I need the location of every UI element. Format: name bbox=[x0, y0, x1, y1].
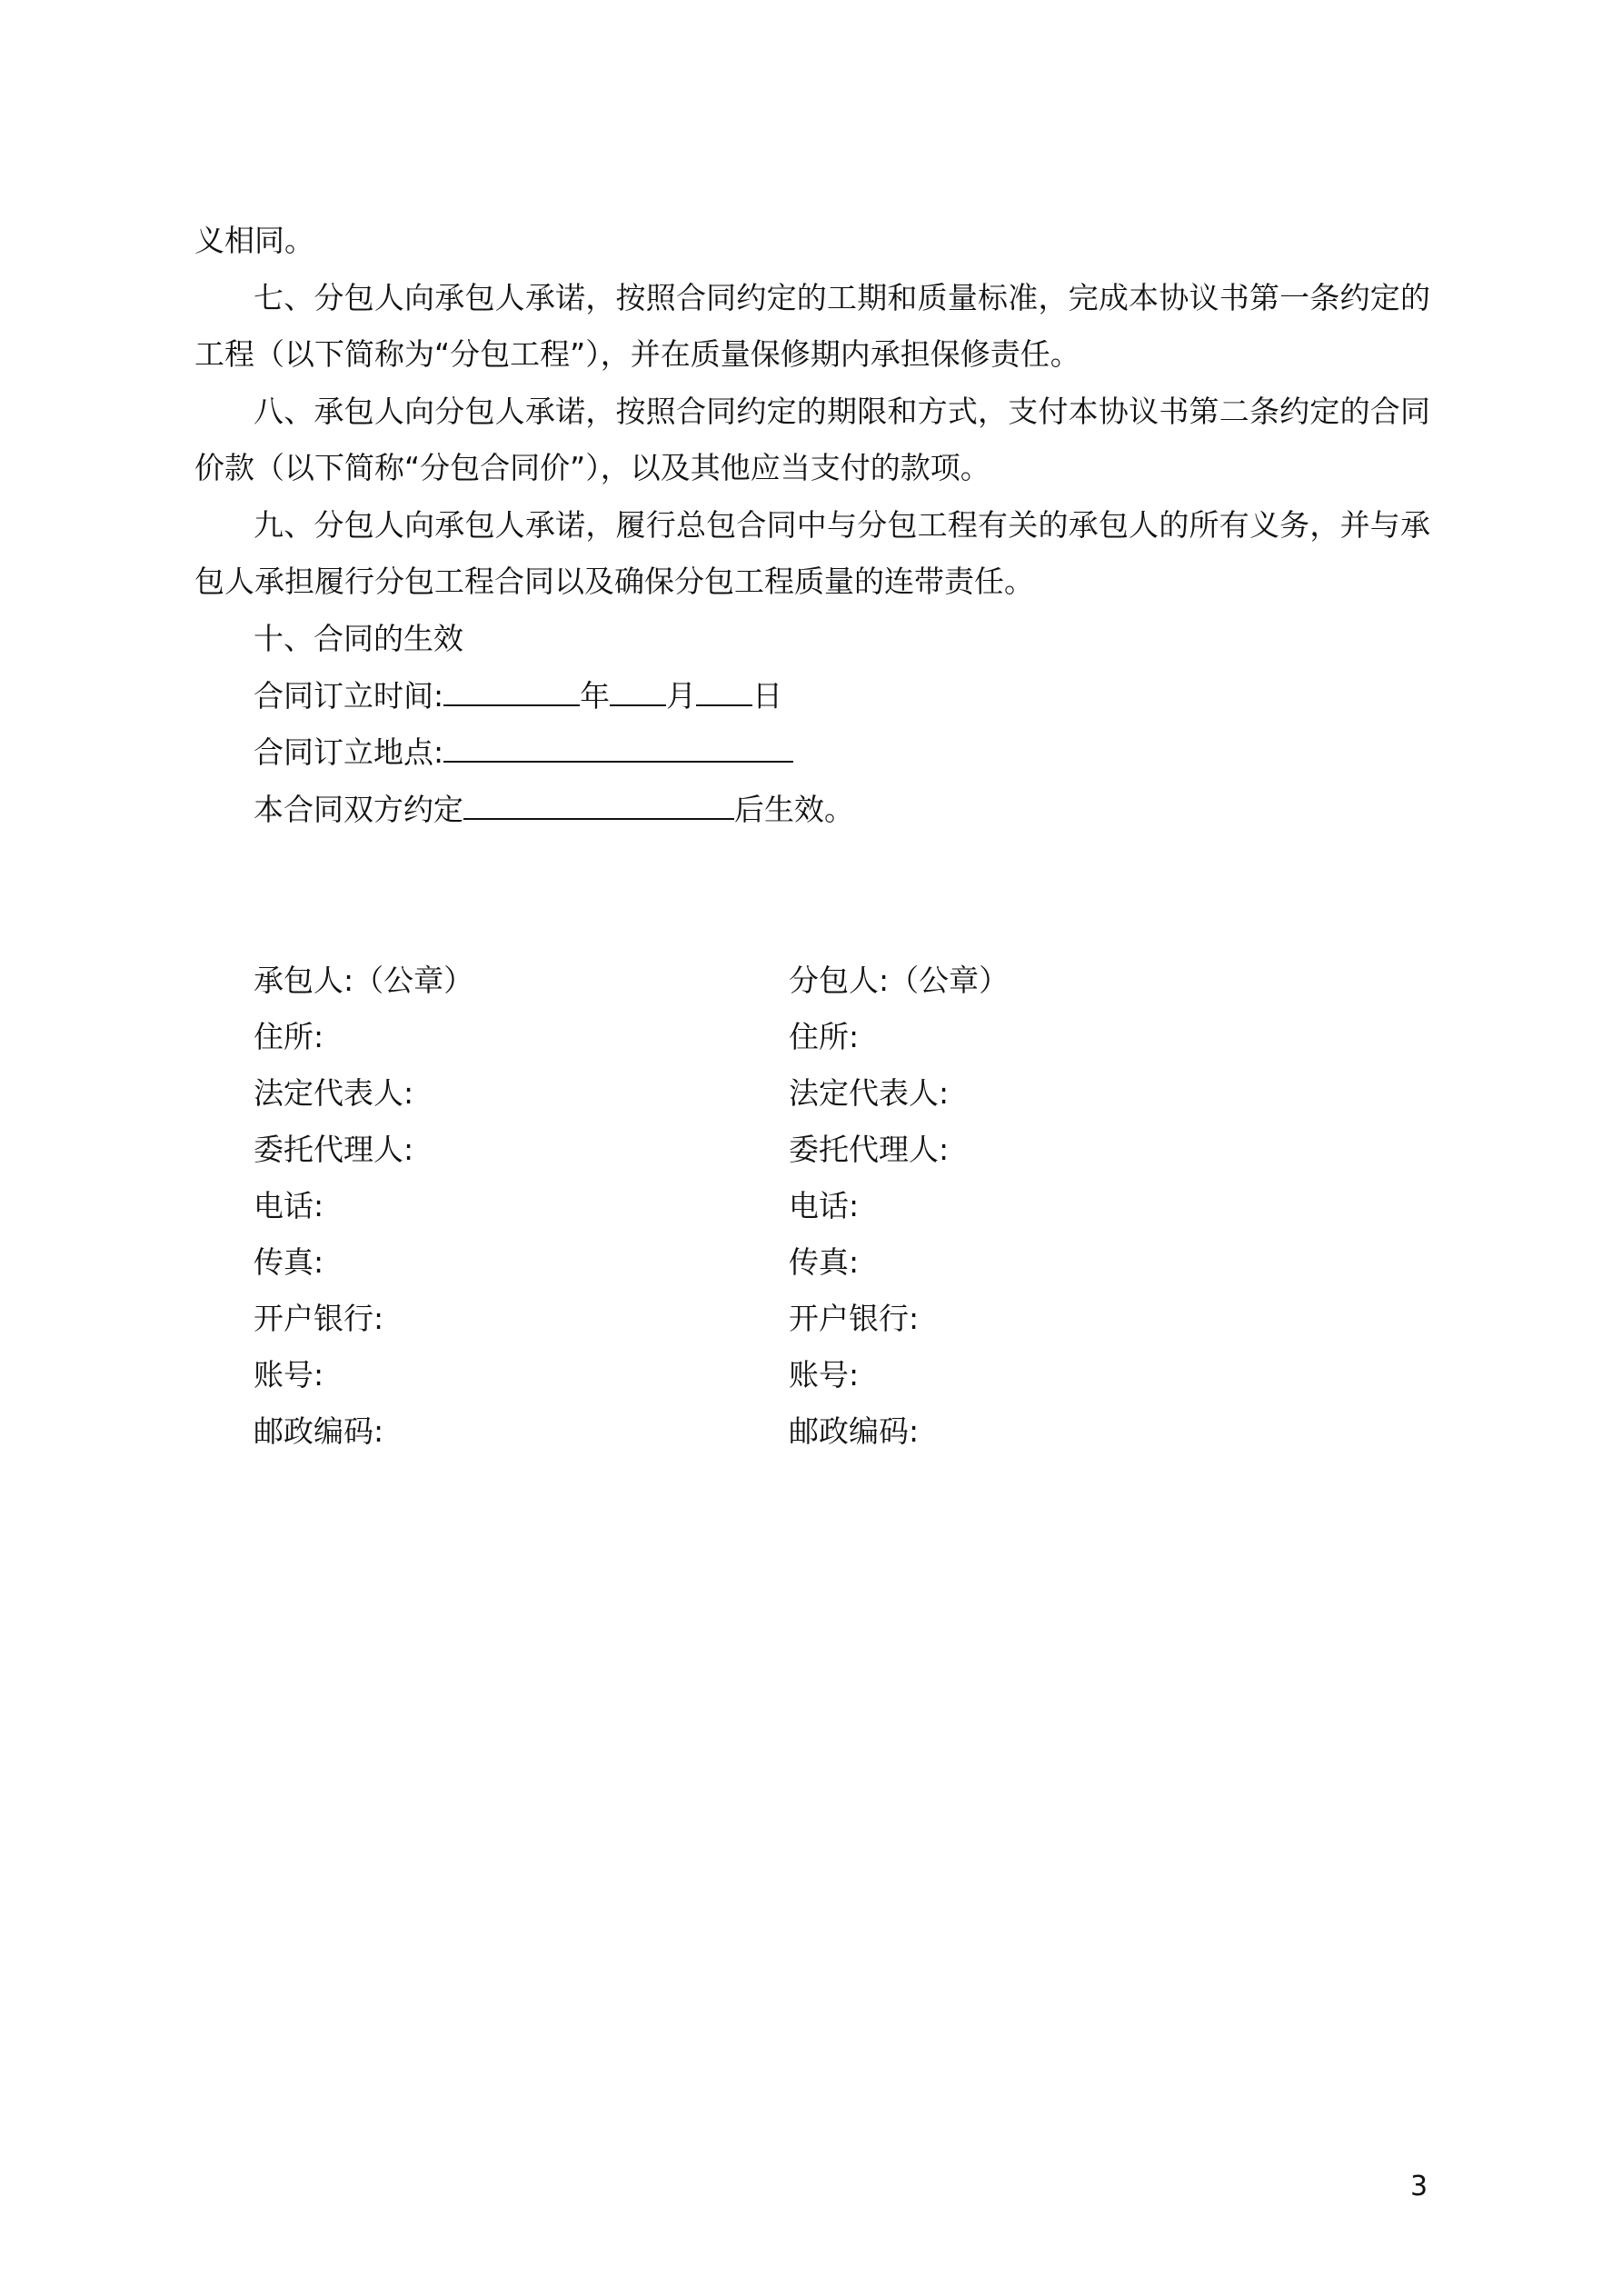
signature-field-right: 开户银行: bbox=[789, 1301, 920, 1336]
month-blank[interactable] bbox=[610, 677, 666, 706]
paragraph-7-line-1: 七、分包人向承包人承诺，按照合同约定的工期和质量标准，完成本协议书第一条约定的 bbox=[254, 280, 1430, 315]
condition-blank[interactable] bbox=[463, 791, 734, 820]
paragraph-6-tail: 义相同。 bbox=[194, 223, 314, 258]
signing-place-label: 合同订立地点: bbox=[254, 734, 444, 770]
section-10-title: 十、合同的生效 bbox=[254, 621, 463, 656]
paragraph-8-line-2: 价款（以下简称“分包合同价”），以及其他应当支付的款项。 bbox=[194, 450, 990, 485]
year-label: 年 bbox=[580, 678, 611, 714]
effective-condition-row bbox=[254, 791, 1430, 828]
signature-field-right: 传真: bbox=[789, 1244, 860, 1280]
day-label: 日 bbox=[752, 678, 783, 714]
effective-prefix: 本合同双方约定 bbox=[254, 792, 463, 827]
signing-date-label: 合同订立时间: bbox=[254, 678, 444, 714]
effective-suffix: 后生效。 bbox=[734, 792, 854, 827]
signature-field-right: 委托代理人: bbox=[789, 1132, 950, 1167]
day-blank[interactable] bbox=[696, 677, 752, 706]
signature-field-right: 账号: bbox=[789, 1357, 860, 1393]
signature-field-left: 承包人:（公章） bbox=[254, 963, 474, 998]
signature-field-right: 分包人:（公章） bbox=[789, 963, 1010, 998]
signature-field-left: 开户银行: bbox=[254, 1301, 384, 1336]
page-number: 3 bbox=[1410, 2171, 1428, 2202]
signature-field-left: 传真: bbox=[254, 1244, 324, 1280]
month-label: 月 bbox=[666, 678, 697, 714]
signature-field-right: 邮政编码: bbox=[789, 1413, 920, 1449]
signing-place-row bbox=[254, 734, 1430, 771]
paragraph-8-line-1: 八、承包人向分包人承诺，按照合同约定的期限和方式，支付本协议书第二条约定的合同 bbox=[254, 394, 1430, 429]
signature-field-left: 法定代表人: bbox=[254, 1075, 414, 1111]
signing-date-row bbox=[254, 677, 1430, 714]
year-blank[interactable] bbox=[443, 677, 580, 706]
signature-field-right: 法定代表人: bbox=[789, 1075, 950, 1111]
signature-field-left: 电话: bbox=[254, 1188, 324, 1223]
paragraph-9-line-2: 包人承担履行分包工程合同以及确保分包工程质量的连带责任。 bbox=[194, 564, 1034, 599]
paragraph-9-line-1: 九、分包人向承包人承诺，履行总包合同中与分包工程有关的承包人的所有义务，并与承 bbox=[254, 507, 1430, 543]
paragraph-7-line-2: 工程（以下简称为“分包工程”），并在质量保修期内承担保修责任。 bbox=[194, 336, 1080, 372]
signature-field-left: 账号: bbox=[254, 1357, 324, 1393]
place-blank[interactable] bbox=[443, 734, 793, 763]
signature-field-left: 委托代理人: bbox=[254, 1132, 414, 1167]
signature-field-right: 住所: bbox=[789, 1019, 860, 1054]
signature-field-right: 电话: bbox=[789, 1188, 860, 1223]
signature-field-left: 住所: bbox=[254, 1019, 324, 1054]
signature-field-left: 邮政编码: bbox=[254, 1413, 384, 1449]
